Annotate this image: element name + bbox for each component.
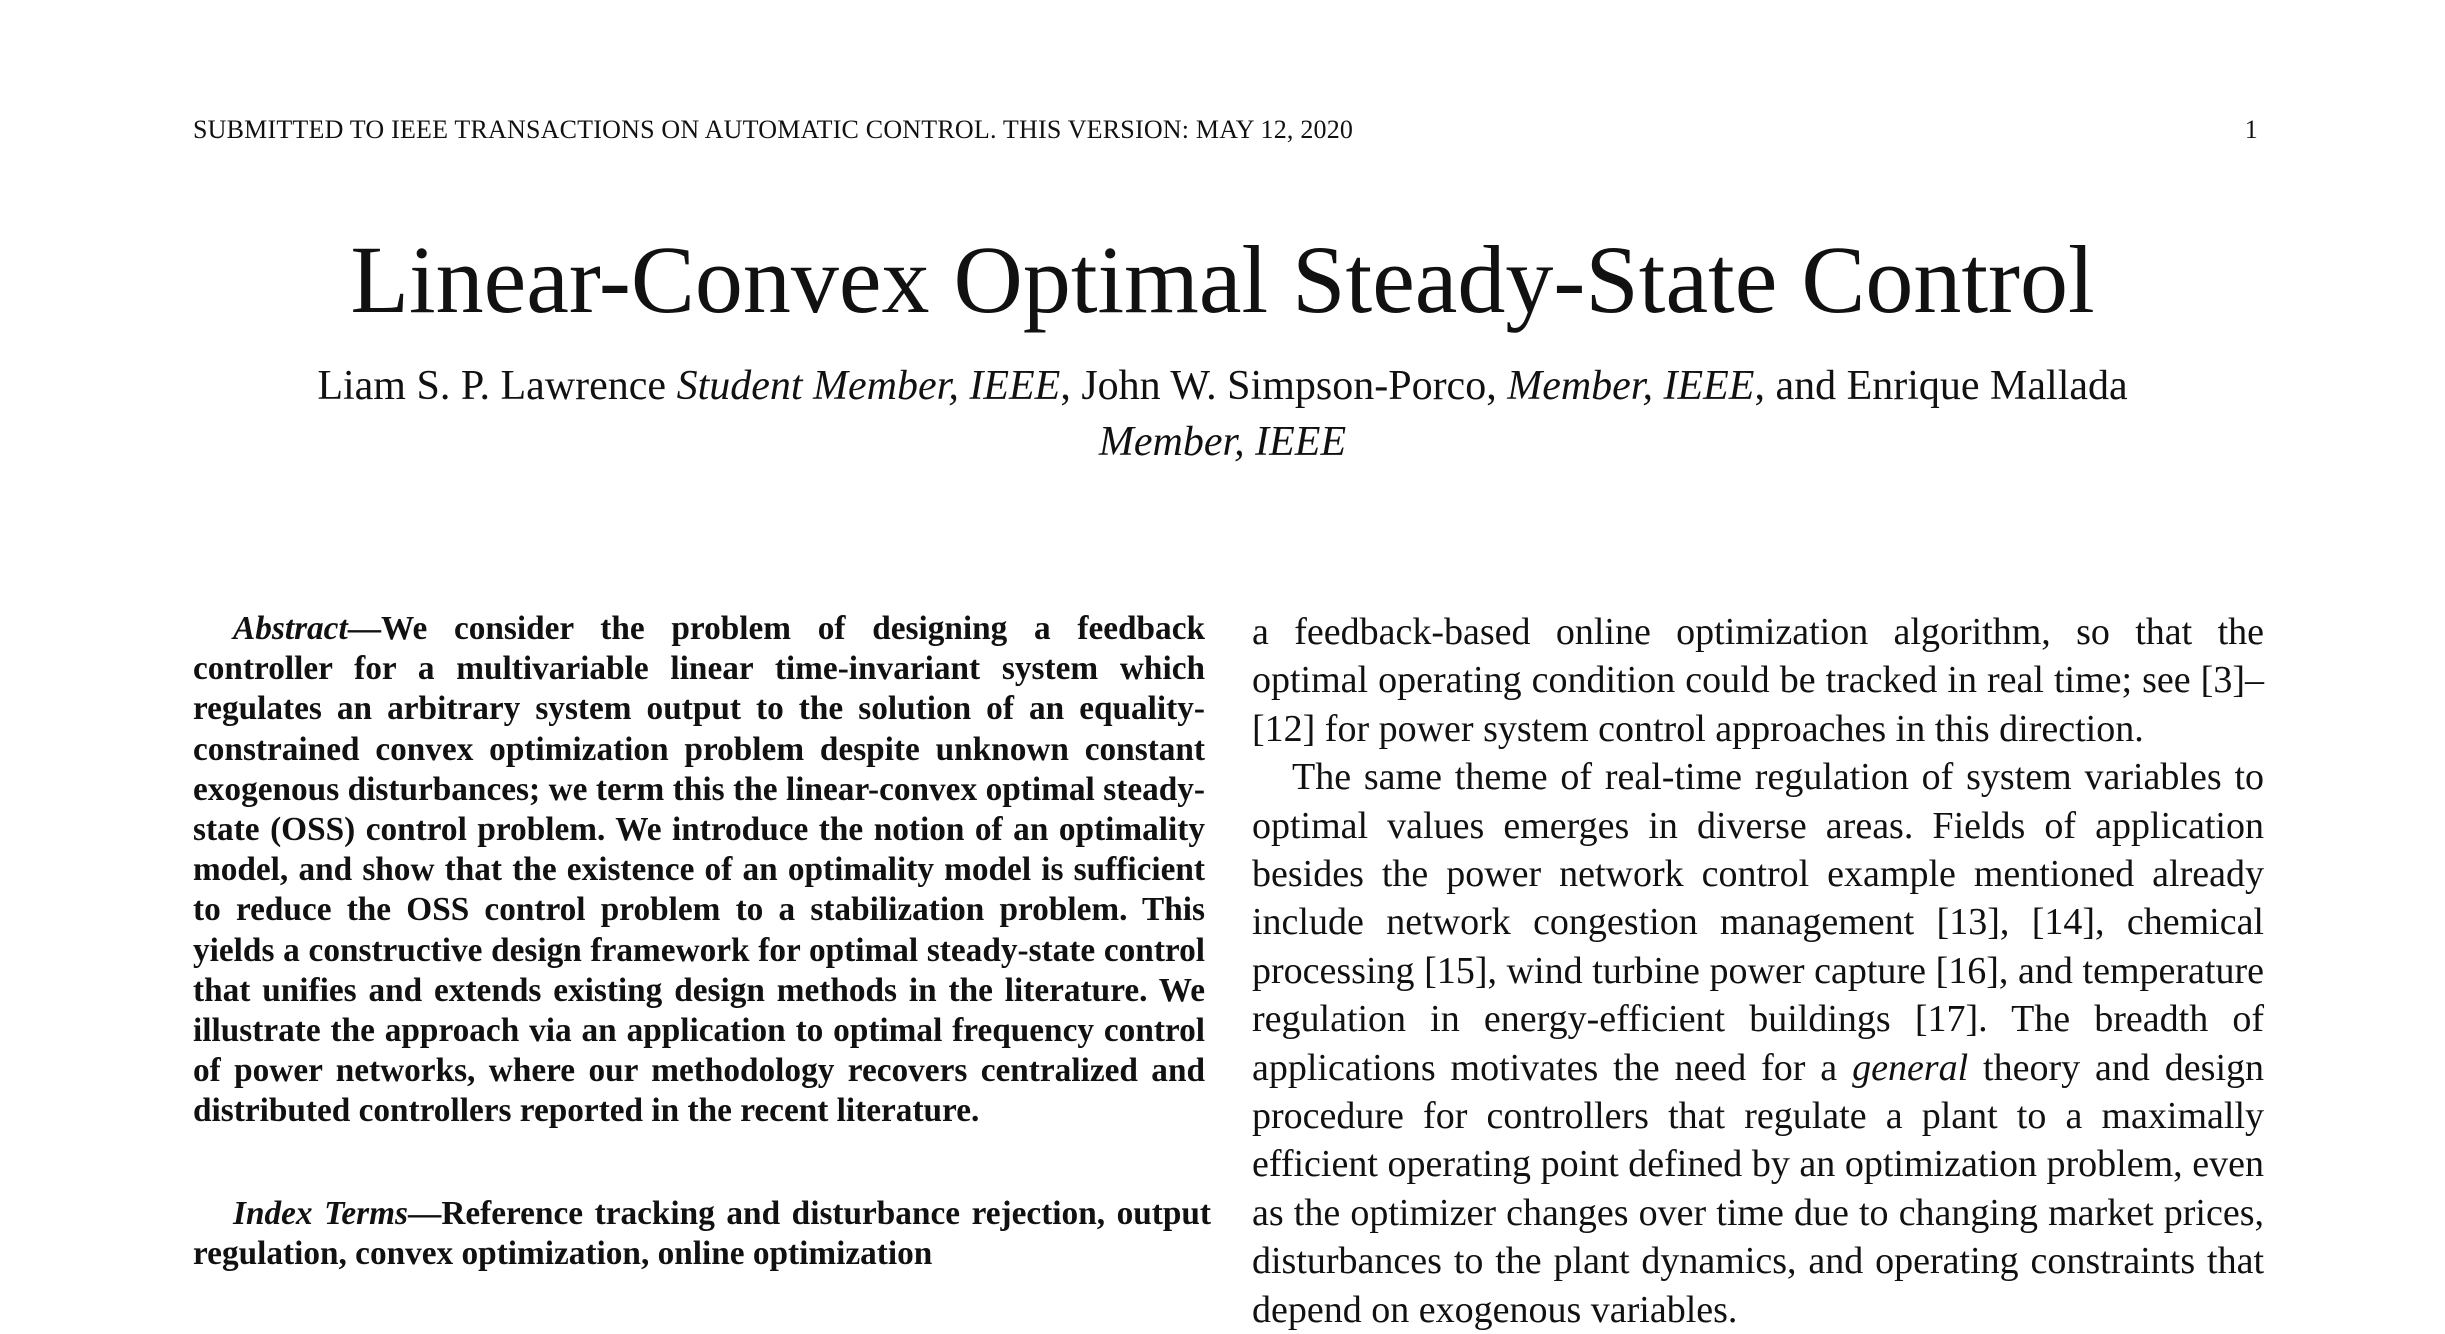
- index-terms-lead: Index Terms: [233, 1195, 409, 1232]
- page-number: 1: [2244, 115, 2258, 144]
- paper-title: Linear-Convex Optimal Steady-State Control: [350, 226, 2095, 333]
- abstract-lead: Abstract: [233, 610, 348, 647]
- author-1-name: Liam S. P. Lawrence: [317, 363, 677, 409]
- author-2-role: Member, IEEE: [1507, 363, 1755, 409]
- author-list: [300, 358, 2145, 470]
- author-1-role: Student Member, IEEE: [676, 363, 1061, 409]
- body-paragraph-1: a feedback-based online optimization algorithm, so that the optimal operating condition could be tracked in real time; see [3]–[12] for power system control approaches in this direction.: [1252, 611, 2264, 750]
- body-paragraph-2-end: theory and design procedure for controllers that regulate a plant to a maximally efficient operating point defined by an optimization problem, even as the optimizer changes over time due to changing market prices, disturbances to the plant dynamics, and operating constraints that depend on exogenous variables.: [1252, 1046, 2265, 1331]
- index-terms-text: —Reference tracking and disturbance rejection, output regulation, convex optimization, online optimization: [193, 1195, 1211, 1273]
- author-3-role: Member, IEEE: [1098, 419, 1347, 465]
- author-separator-1: , John W. Simpson-Porco,: [1060, 363, 1508, 409]
- running-header: [193, 112, 2258, 148]
- abstract-text: —We consider the problem of designing a feedback controller for a multivariable linear time-invariant system which regulates an arbitrary system output to the solution of an equality-constrained convex optimization problem despite unknown constant exogenous disturbances; we term this the linear-convex optimal steady-state (OSS) control problem. We introduce the notion of an optimality model, and show that the existence of an optimality model is sufficient to reduce the OSS control problem to a stabilization problem. This yields a constructive design framework for optimal steady-state control that unifies and extends existing design methods in the literature. We illustrate the approach via an application to optimal frequency control of power networks, where our methodology recovers centralized and distributed controllers reported in the recent literature.: [193, 610, 1205, 1130]
- index-terms: [193, 1194, 1211, 1274]
- body-column-right: [1252, 608, 2264, 1334]
- body-paragraph-2-emphasis: general: [1852, 1046, 1969, 1089]
- running-title: SUBMITTED TO IEEE TRANSACTIONS ON AUTOMATIC CONTROL. THIS VERSION: MAY 12, 2020: [193, 115, 1354, 144]
- body-paragraph-2: [1252, 753, 2264, 1334]
- author-separator-2: , and Enrique Mallada: [1754, 363, 2128, 409]
- abstract: [193, 609, 1205, 1132]
- body-paragraph-2-start: The same theme of real-time regulation of system variables to optimal values emerges in diverse areas. Fields of application besides the power network control example mentioned already include network congestion management [13], [14], chemical processing [15], wind turbine power capture [16], and temperature regulation in energy-efficient buildings [17]. The breadth of applications motivates the need for a: [1252, 756, 2264, 1089]
